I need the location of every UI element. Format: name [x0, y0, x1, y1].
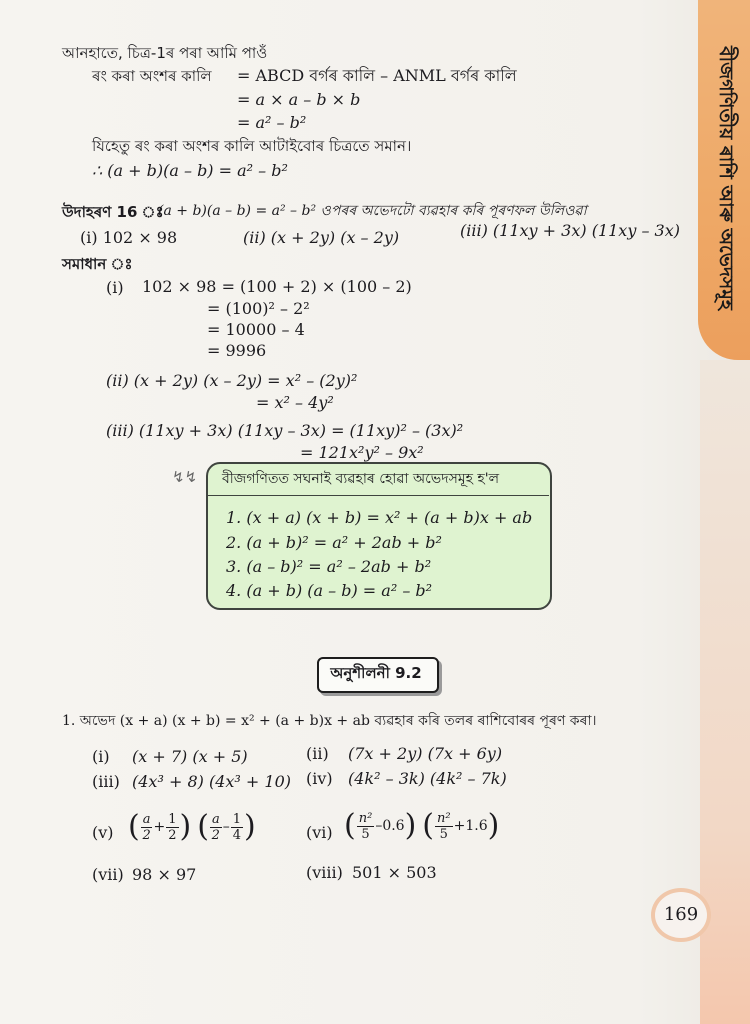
solution-iii-line: (iii) (11xy + 3x) (11xy – 3x) = (11xy)² – (3x)² — [106, 421, 464, 440]
frac-den: 5 — [439, 826, 448, 842]
part-label-iii: (iii) — [92, 772, 120, 791]
part-expr-ii: (7x + 2y) (7x + 6y) — [348, 744, 503, 763]
part-expr-v: ( $\frac{a}{2}$ + $\frac{1}{2}$ ) ( $\frac{a}{2}$ – $\frac{1}{4}$ ) — [128, 809, 256, 844]
solution-i-line: = 10000 – 4 — [207, 320, 305, 339]
example-text: (a + b)(a – b) = a² – b² ওপৰৰ অভেদটো ব্যৱহাৰ কৰি পূৰণফল উলিওৱা — [158, 203, 587, 219]
solution-iii-line: = 121x²y² – 9x² — [300, 443, 424, 462]
frac-den: 2 — [168, 827, 177, 843]
part-expr-i: (x + 7) (x + 5) — [132, 747, 248, 766]
part-expr-iii: (4x³ + 8) (4x³ + 10) — [132, 772, 291, 791]
frac-den: 2 — [142, 827, 151, 843]
part-label-vii: (vii) — [92, 865, 124, 884]
example-question-3: (iii) (11xy + 3x) (11xy – 3x) — [460, 221, 680, 240]
part-expr-vii: 98 × 97 — [132, 865, 197, 884]
frac-num: 1 — [232, 811, 241, 827]
example-question-1: (i) 102 × 98 — [80, 228, 178, 247]
exercise-question-1: 1. অভেদ (x + a) (x + b) = x² + (a + b)x + ab ব্যৱহাৰ কৰি তলৰ ৰাশিবোৰৰ পূৰণ কৰা। — [62, 713, 597, 729]
part-label-ii: (ii) — [306, 744, 329, 763]
plus-sign: + — [153, 819, 166, 835]
frac-num: n² — [437, 810, 451, 826]
identity-item: 1. (x + a) (x + b) = x² + (a + b)x + ab — [226, 508, 533, 527]
page-edge-strip — [700, 360, 750, 1024]
minus-sign: – — [222, 819, 230, 835]
page-number: 169 — [663, 904, 699, 925]
part-label-vi: (vi) — [306, 823, 333, 842]
part-expr-viii: 501 × 503 — [352, 863, 437, 882]
part-label-i: (i) — [92, 747, 110, 766]
exercise-title: অনুশীলনী 9.2 — [330, 664, 422, 682]
part-expr-iv: (4k² – 3k) (4k² – 7k) — [348, 769, 507, 788]
area-equation-3: = a² – b² — [237, 113, 307, 132]
constant: +1.6 — [453, 818, 488, 834]
example-question-2: (ii) (x + 2y) (x – 2y) — [243, 228, 400, 247]
frac-num: a — [142, 811, 151, 827]
solution-ii-line: = x² – 4y² — [256, 393, 334, 412]
frac-den: 4 — [232, 827, 241, 843]
solution-label: সমাধান ঃ — [62, 255, 133, 273]
area-equation-1: = ABCD বৰ্গৰ কালি – ANML বৰ্গৰ কালি — [237, 66, 517, 85]
solution-i-line: 102 × 98 = (100 + 2) × (100 – 2) — [142, 277, 412, 296]
identities-box-title: বীজগণিতত সঘনাই ব্যৱহাৰ হোৱা অভেদসমূহ হ'ল — [222, 471, 500, 487]
identity-item: 3. (a – b)² = a² – 2ab + b² — [226, 557, 432, 576]
part-label-v: (v) — [92, 823, 114, 842]
pen-mark-icon: ↯↯ — [172, 468, 198, 486]
frac-den: 2 — [211, 827, 220, 843]
frac-num: 1 — [168, 811, 177, 827]
therefore-statement: ∴ (a + b)(a – b) = a² – b² — [92, 161, 288, 180]
intro-line: আনহাতে, চিত্ৰ-1ৰ পৰা আমি পাওঁ — [62, 44, 268, 62]
part-label-viii: (viii) — [306, 863, 343, 882]
since-statement: যিহেতু ৰং কৰা অংশৰ কালি আটাইবোৰ চিত্ৰতে সমান। — [92, 137, 412, 155]
shaded-area-label: ৰং কৰা অংশৰ কালি — [92, 67, 212, 85]
chapter-title: বীজগণিতীয় ৰাশি আৰু অভেদসমূহ — [715, 46, 737, 310]
frac-den: 5 — [361, 826, 370, 842]
identity-item: 2. (a + b)² = a² + 2ab + b² — [226, 533, 442, 552]
solution-i-line: = 9996 — [207, 341, 267, 360]
identity-item: 4. (a + b) (a – b) = a² – b² — [226, 581, 433, 600]
frac-num: n² — [358, 810, 373, 826]
solution-i-line: = (100)² – 2² — [207, 299, 310, 318]
part-label-iv: (iv) — [306, 769, 333, 788]
part-expr-vi: ( $\frac{\text{n²}}{5}$ –0.6 ) ( $\frac{\text{n²}}{5}$ +1.6 ) — [344, 808, 500, 843]
solution-i-label: (i) — [106, 278, 124, 297]
frac-num: a — [211, 811, 220, 827]
area-equation-2: = a × a – b × b — [237, 90, 361, 109]
solution-ii-line: (ii) (x + 2y) (x – 2y) = x² – (2y)² — [106, 371, 358, 390]
example-label: উদাহৰণ 16 ঃ — [62, 203, 164, 221]
constant: –0.6 — [375, 818, 405, 834]
